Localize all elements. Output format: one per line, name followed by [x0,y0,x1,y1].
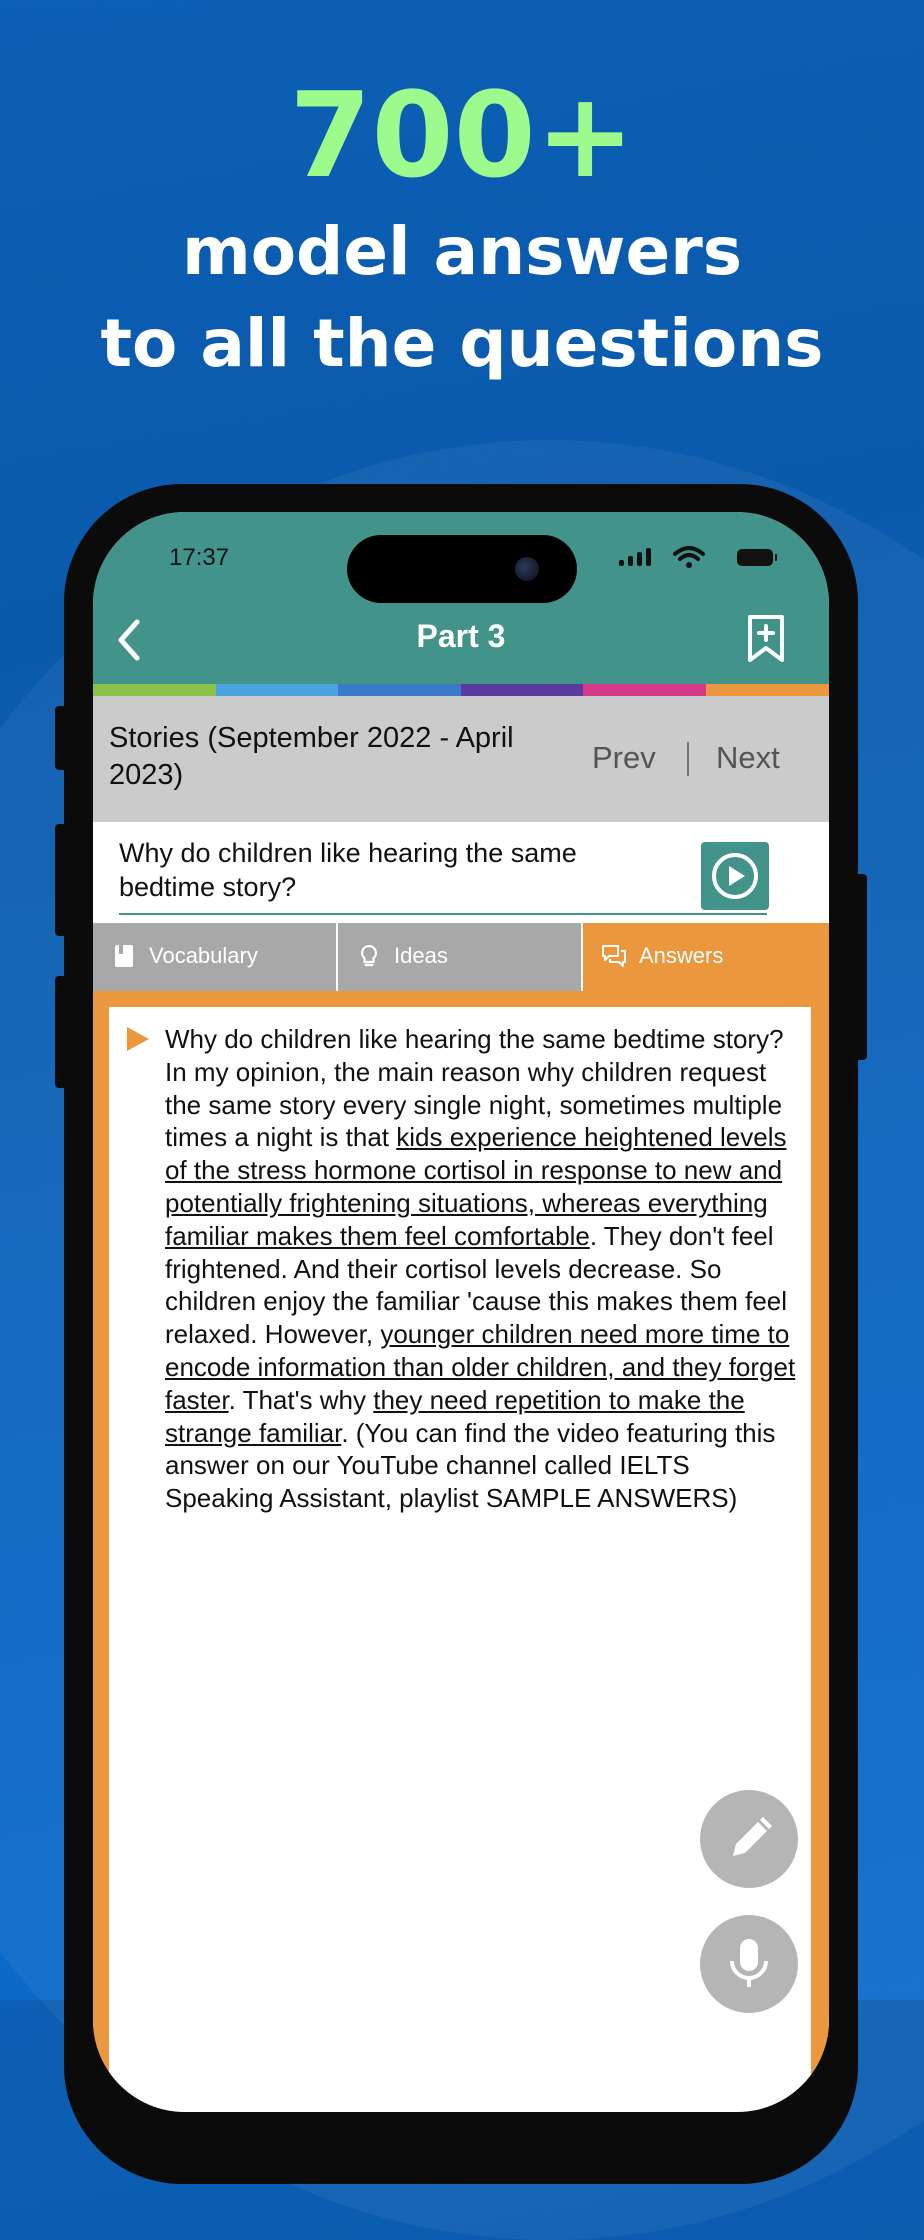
lightbulb-icon [356,943,382,969]
tab-vocabulary[interactable] [93,923,336,991]
next-button[interactable]: Next [716,740,780,775]
bookmark-plus-icon [745,614,787,664]
answer-part-3: . That's why [228,1384,374,1415]
answer-highlight-1: kids experience heightened levels of the stress hormone cortisol in response to new and potentially frightening situations, whereas everything familiar makes them feel comfortable [165,1122,787,1251]
edit-button[interactable] [700,1790,798,1888]
pencil-icon [700,1790,798,1888]
phone-screen [93,512,829,2112]
answer-highlight-2: younger children need more time to encode information than older children, and they forget faster [165,1319,796,1415]
microphone-icon [700,1915,798,2013]
bookmark-button[interactable] [745,614,787,664]
tab-vocabulary-label: Vocabulary [149,943,258,968]
tab-ideas[interactable] [338,923,581,991]
microphone-button[interactable] [700,1915,798,2013]
promo-line-1: model answers [181,213,743,290]
answer-part-4: . (You can find the video featuring this answer on our YouTube channel called IELTS Speaking Assistant, playlist SAMPLE ANSWERS) [165,1417,776,1514]
topic-bar [93,696,829,822]
answer-highlight-3: they need repetition to make the strange familiar [165,1384,745,1448]
question-underline [119,913,767,915]
answer-question: Why do children like hearing the same bedtime story? [165,1024,784,1054]
tab-bar [93,923,829,991]
topic-title: Stories (September 2022 - April 2023) [109,722,514,791]
tab-answers-label: Answers [639,943,724,968]
answer-part-2: . They don't feel frightened. And their cortisol levels decrease. So children enjoy the familiar 'cause this makes them feel relaxed. However, [165,1220,788,1350]
nav-separator [687,742,689,776]
chat-bubbles-icon [601,943,627,969]
wifi-icon [673,546,705,568]
promo-headline: 700+ [289,66,635,204]
prev-button[interactable]: Prev [592,740,656,775]
status-time: 17:37 [169,544,230,571]
answer-part-1: In my opinion, the main reason why children request the same story every single night, sometimes multiple times a night is that [165,1056,783,1153]
battery-icon [737,549,773,566]
answer-text [165,1023,797,1515]
dynamic-island [347,535,577,603]
app-header [93,512,829,684]
camera-icon [515,557,539,581]
tab-answers[interactable] [583,923,829,991]
question-box [93,822,829,922]
promo-line-2: to all the questions [100,305,824,382]
play-circle-icon [701,842,769,910]
book-icon [111,943,137,969]
play-button[interactable] [701,842,769,910]
triangle-marker-icon [127,1027,149,1051]
back-button[interactable] [107,614,155,666]
question-text: Why do children like hearing the same bedtime story? [119,838,577,902]
chevron-left-icon [107,614,155,666]
page-title: Part 3 [416,618,506,654]
tab-ideas-label: Ideas [394,943,448,968]
